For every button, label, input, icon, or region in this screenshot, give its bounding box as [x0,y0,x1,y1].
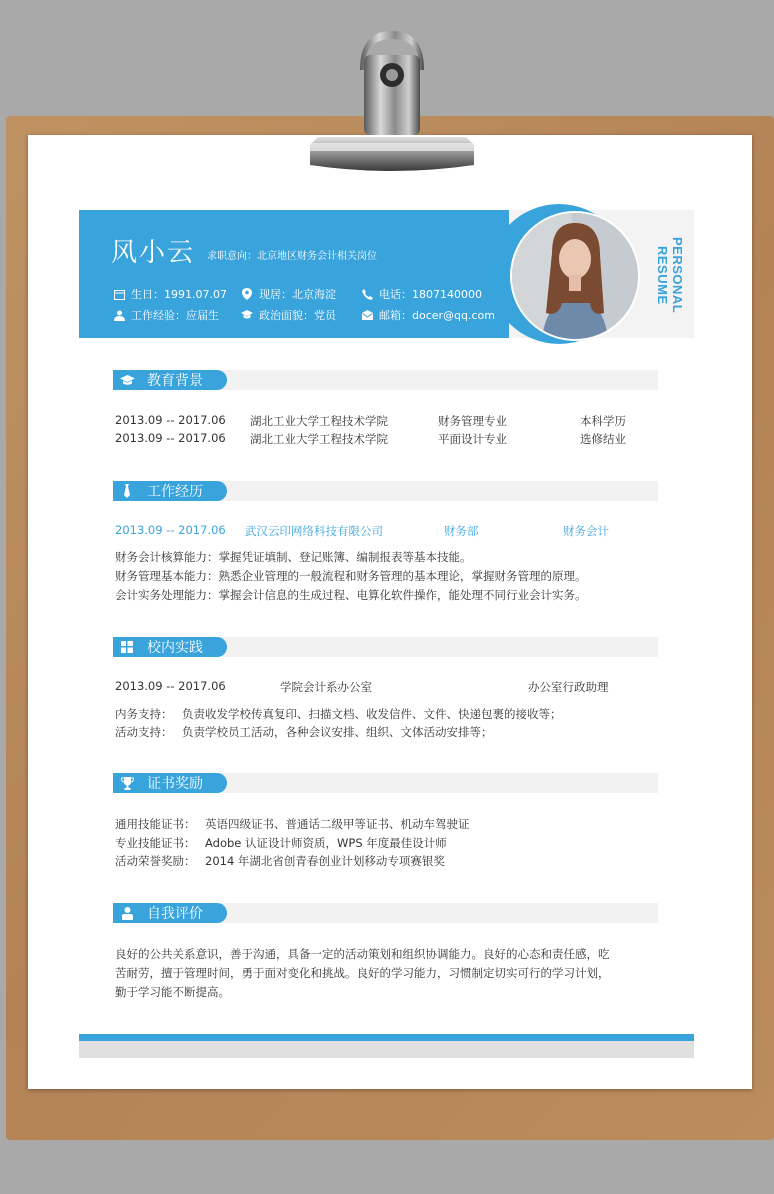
work-department: 财务部 [444,524,479,538]
edu-degree: 选修结业 [580,432,626,446]
trophy-icon [119,776,135,790]
calendar-icon [113,288,125,300]
awards-title: 证书奖励 [147,776,203,792]
portrait-image [512,213,638,339]
section-self-evaluation [113,903,658,923]
politics-text: 政治面貌：党员 [259,309,336,322]
edu-period: 2013.09 -- 2017.06 [115,413,226,427]
campus-period: 2013.09 -- 2017.06 [115,679,226,693]
edu-degree: 本科学历 [580,414,626,428]
campus-org: 学院会计系办公室 [280,680,372,694]
job-intention: 求职意向：北京地区财务会计相关岗位 [207,251,377,262]
self-line: 苦耐劳，擅于管理时间，勇于面对变化和挑战。良好的学习能力，习惯制定切实可行的学习计划， [115,966,610,980]
work-title: 工作经历 [147,484,203,500]
info-experience [113,307,219,323]
resume-header [79,210,694,338]
phone-text: 电话：1807140000 [379,288,482,301]
work-company: 武汉云印网络科技有限公司 [245,524,383,538]
candidate-name: 风小云 [111,238,196,268]
self-title: 自我评价 [147,906,203,922]
user-badge-icon [113,309,125,321]
education-title: 教育背景 [147,373,203,389]
phone-icon [361,288,373,300]
edu-major: 平面设计专业 [438,432,507,446]
campus-title-tab [113,637,227,657]
campus-role: 办公室行政助理 [528,680,609,694]
edu-school: 湖北工业大学工程技术学院 [250,414,388,428]
award-label: 通用技能证书： [115,817,196,831]
footer-gray-stripe [79,1041,694,1058]
email-text: 邮箱：docer@qq.com [379,309,496,322]
award-label: 专业技能证书： [115,836,196,850]
profile-photo [510,211,640,341]
info-politics [241,307,336,323]
work-period: 2013.09 -- 2017.06 [115,523,226,537]
section-work [113,481,658,501]
footer-blue-stripe [79,1034,694,1041]
award-text: Adobe 认证设计师资质，WPS 年度最佳设计师 [205,836,447,850]
section-campus [113,637,658,657]
graduation-cap-icon [119,373,135,387]
self-line: 勤于学习能不断提高。 [115,985,230,999]
experience-text: 工作经验：应届生 [131,309,219,322]
person-icon [119,906,135,920]
self-line: 良好的公共关系意识，善于沟通，具备一定的活动策划和组织协调能力。良好的心态和责任感，吃 [115,947,610,961]
personal-resume-label: PERSONAL RESUME [655,236,685,314]
location-pin-icon [241,288,253,300]
campus-item-text: 负责学校员工活动，各种会议安排、组织、文体活动安排等； [182,725,493,739]
info-residence [241,286,336,302]
tie-icon [119,484,135,498]
edu-school: 湖北工业大学工程技术学院 [250,432,388,446]
birthday-text: 生日：1991.07.07 [131,288,227,301]
award-text: 2014 年湖北省创青春创业计划移动专项赛银奖 [205,854,445,868]
campus-item-label: 活动支持： [115,725,173,739]
graduation-cap-icon [241,309,253,321]
education-title-tab [113,370,227,390]
work-position: 财务会计 [563,524,609,538]
section-awards [113,773,658,793]
self-title-tab [113,903,227,923]
award-text: 英语四级证书、普通话二级甲等证书、机动车驾驶证 [205,817,470,831]
campus-item-text: 负责收发学校传真复印、扫描文档、收发信件、文件、快递包裹的接收等； [182,707,562,721]
work-line: 会计实务处理能力：掌握会计信息的生成过程、电算化软件操作，能处理不同行业会计实务。 [115,588,587,602]
edu-period: 2013.09 -- 2017.06 [115,431,226,445]
info-phone [361,286,482,302]
work-title-tab [113,481,227,501]
awards-title-tab [113,773,227,793]
section-education [113,370,658,390]
edu-major: 财务管理专业 [438,414,507,428]
work-line: 财务会计核算能力：掌握凭证填制、登记账簿、编制报表等基本技能。 [115,550,472,564]
windows-grid-icon [119,640,135,654]
binder-clip-icon [300,25,480,175]
work-line: 财务管理基本能力：熟悉企业管理的一般流程和财务管理的基本理论，掌握财务管理的原理。 [115,569,587,583]
info-email [361,307,495,323]
award-label: 活动荣誉奖励： [115,854,196,868]
info-birthday [113,286,227,302]
residence-text: 现居：北京海淀 [259,288,336,301]
email-icon [361,309,373,321]
campus-title: 校内实践 [147,640,203,656]
campus-item-label: 内务支持： [115,707,173,721]
